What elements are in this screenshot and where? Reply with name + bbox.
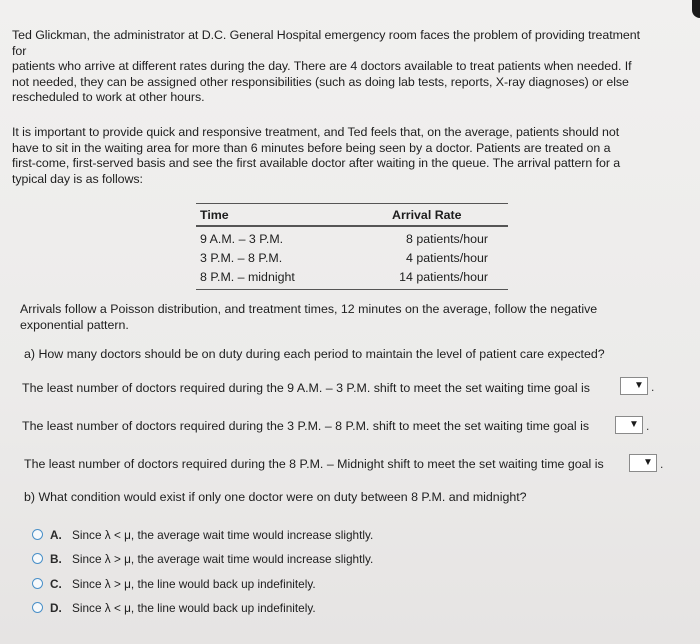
dropdown-arrow-icon: ▼ (643, 457, 653, 468)
option-text: Since λ > μ, the average wait time would increase slightly. (72, 552, 374, 566)
text-line: exponential pattern. (20, 317, 129, 332)
table-row (196, 270, 508, 286)
text-line: not needed, they can be assigned other responsibilities (such as doing lab tests, reports, X-ray diagnoses) or else (12, 74, 629, 89)
answer-prompt-shift-2: The least number of doctors required during the 3 P.M. – 8 P.M. shift to meet the set waiting time goal is (22, 419, 590, 433)
option-letter: B. (50, 552, 62, 566)
radio-button[interactable] (32, 602, 43, 613)
answer-prompt-shift-1: The least number of doctors required during the 9 A.M. – 3 P.M. shift to meet the set waiting time goal is (22, 381, 590, 395)
answer-prompt-shift-3: The least number of doctors required during the 8 P.M. – Midnight shift to meet the set waiting time goal is (24, 457, 604, 471)
text-line: for (12, 43, 27, 58)
window-corner-shape (692, 0, 700, 18)
problem-intro-paragraph (12, 28, 692, 106)
table-cell-rate: 8 patients/hour (406, 232, 488, 246)
radio-button[interactable] (32, 578, 43, 589)
text-line: have to sit in the waiting area for more than 6 minutes before being seen by a doctor. Patients are treated on a (12, 140, 611, 155)
text-line: Arrivals follow a Poisson distribution, and treatment times, 12 minutes on the average, follow the negative (20, 302, 598, 316)
option-letter: C. (50, 577, 62, 591)
option-text: Since λ < μ, the average wait time would increase slightly. (72, 528, 374, 542)
question-b-label: b) What condition would exist if only one doctor were on duty between 8 P.M. and midnight? (24, 490, 527, 504)
text-line: patients who arrive at different rates during the day. There are 4 doctors available to treat patients when needed. If (12, 59, 632, 74)
question-a-label: a) How many doctors should be on duty during each period to maintain the level of patient care expected? (24, 347, 605, 361)
table-cell-rate: 4 patients/hour (406, 251, 488, 265)
text-line: Ted Glickman, the administrator at D.C. General Hospital emergency room faces the problem of providing treatment (12, 28, 640, 42)
trailing-period: . (660, 457, 664, 471)
text-line: first-come, first-served basis and see the first available doctor after waiting in the queue. The arrival pattern for a (12, 156, 621, 171)
table-cell-time: 9 A.M. – 3 P.M. (200, 232, 284, 246)
distribution-paragraph (20, 302, 680, 333)
table-cell-rate: 14 patients/hour (399, 270, 488, 284)
table-cell-time: 3 P.M. – 8 P.M. (200, 251, 283, 265)
text-line: rescheduled to work at other hours. (12, 90, 205, 105)
table-row (196, 232, 508, 248)
trailing-period: . (651, 380, 655, 394)
text-line: typical day is as follows: (12, 171, 143, 186)
dropdown-arrow-icon: ▼ (634, 380, 644, 391)
radio-button[interactable] (32, 529, 43, 540)
table-row (196, 251, 508, 267)
doctors-dropdown-shift-3[interactable] (629, 454, 657, 472)
dropdown-arrow-icon: ▼ (629, 419, 639, 430)
table-cell-time: 8 P.M. – midnight (200, 270, 295, 284)
table-rule (196, 225, 508, 227)
option-text: Since λ < μ, the line would back up indefinitely. (72, 601, 316, 615)
option-text: Since λ > μ, the line would back up indefinitely. (72, 577, 316, 591)
doctors-dropdown-shift-2[interactable] (615, 416, 643, 434)
table-rule (196, 289, 508, 290)
radio-button[interactable] (32, 553, 43, 564)
trailing-period: . (646, 419, 650, 433)
option-letter: A. (50, 528, 62, 542)
text-line: It is important to provide quick and responsive treatment, and Ted feels that, on the average, patients should not (12, 125, 620, 139)
problem-requirement-paragraph (12, 125, 692, 187)
option-letter: D. (50, 601, 62, 615)
table-header-time: Time (200, 208, 229, 222)
table-rule (196, 203, 508, 204)
doctors-dropdown-shift-1[interactable] (620, 377, 648, 395)
table-header-rate: Arrival Rate (392, 208, 462, 222)
